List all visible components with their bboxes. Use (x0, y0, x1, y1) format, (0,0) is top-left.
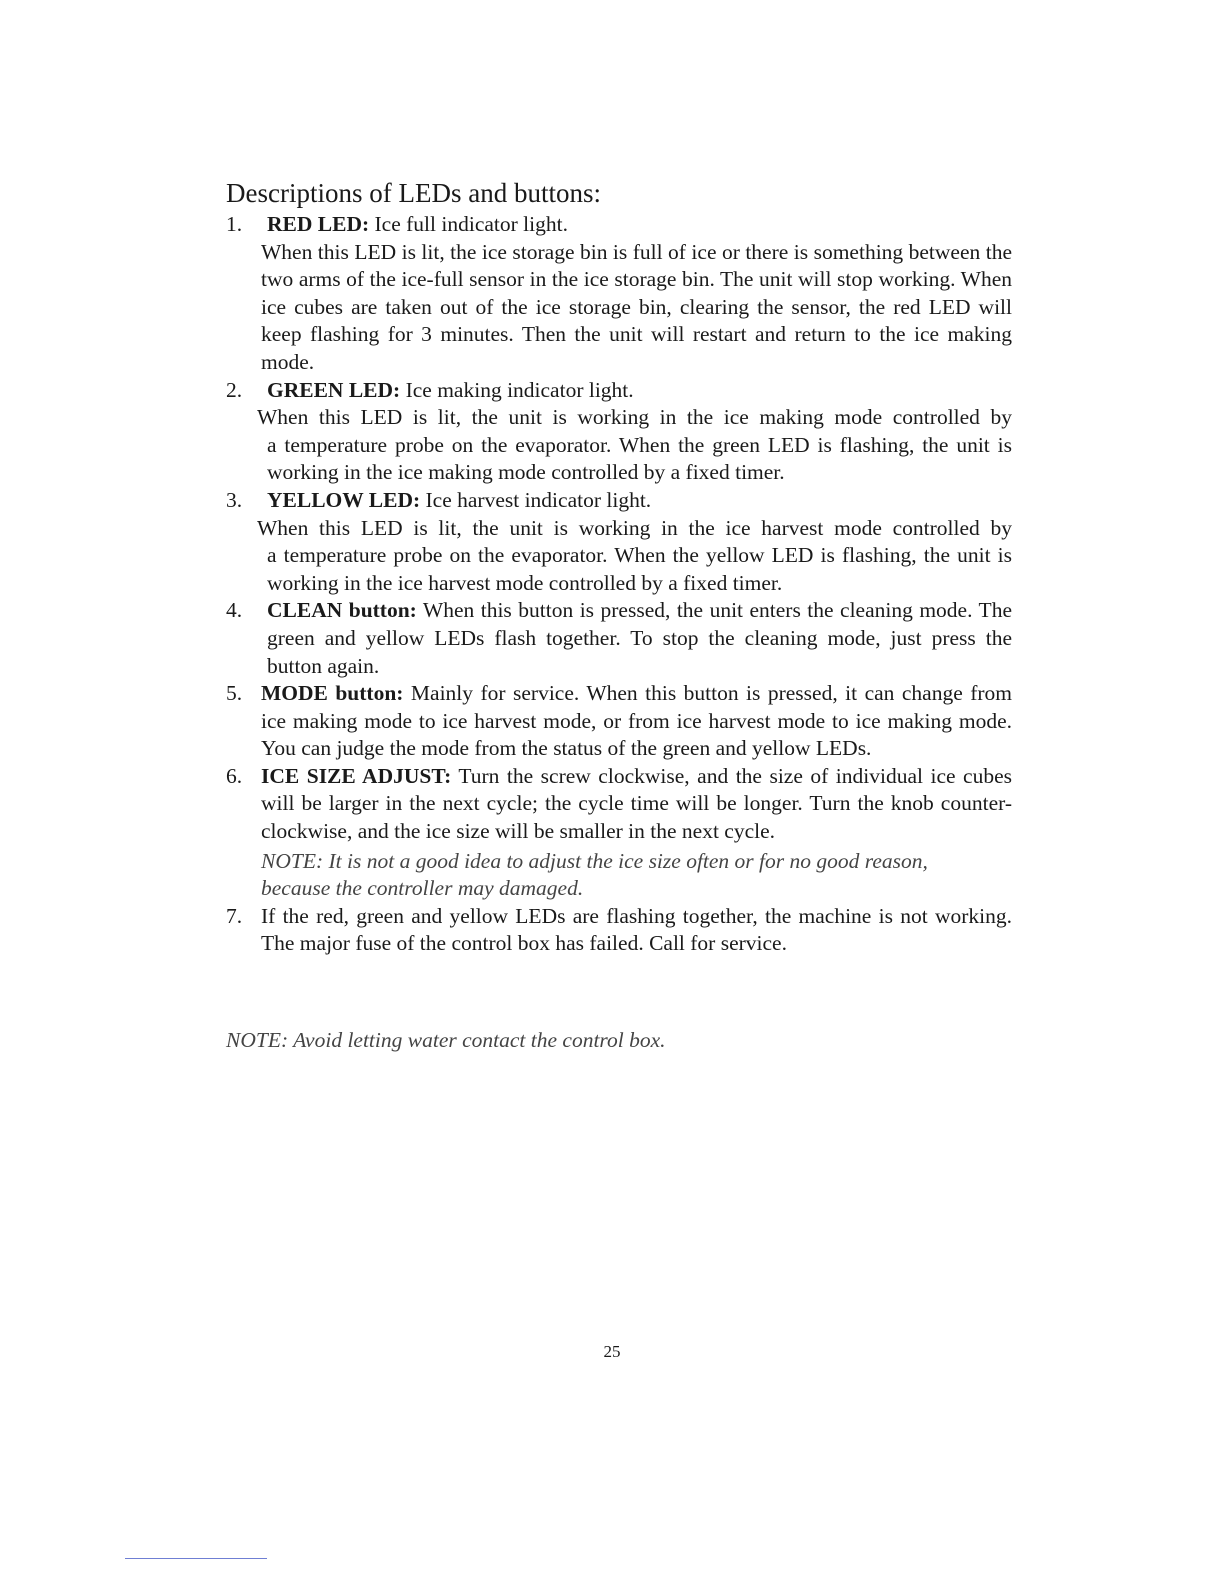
list-item-ice-size-adjust (226, 763, 1012, 903)
item-label: MODE button: (261, 681, 404, 706)
list-item-fuse-failure (226, 903, 1012, 958)
water-warning-note: NOTE: Avoid letting water contact the control box. (226, 1028, 666, 1052)
list-item-yellow-led (226, 487, 1012, 597)
footer-rule (125, 1558, 267, 1559)
item-summary: Ice harvest indicator light. (420, 487, 652, 512)
item-number: 4. (226, 598, 243, 623)
list-item-mode-button (226, 680, 1012, 763)
item-label: RED LED: (267, 212, 370, 236)
item-number: 6. (226, 763, 243, 788)
item-text: Turn the screw clockwise, and the size of individual ice cubes will be larger in the next cycle; the cycle time will be longer. Turn the knob counter-clockwise, and the ice size will be smaller in the next cycle. (261, 763, 1012, 844)
list-item-green-led (226, 377, 1012, 487)
item-label: ICE SIZE ADJUST: (261, 763, 452, 788)
item-label: YELLOW LED: (267, 487, 421, 512)
list-item-clean-button (226, 597, 1012, 680)
item-label: GREEN LED: (267, 377, 401, 402)
note-line: NOTE: It is not a good idea to adjust the ice size often or for no good reason, (261, 848, 928, 873)
item-body-lead: When this LED is lit, the unit is working in the ice harvest mode controlled by (257, 515, 1012, 540)
led-button-list (226, 211, 1012, 958)
item-text: If the red, green and yellow LEDs are flashing together, the machine is not working. The major fuse of the control box has failed. Call for service. (261, 903, 1012, 956)
page-number: 25 (603, 1342, 621, 1361)
ice-size-note (261, 848, 1012, 903)
list-item-red-led (226, 211, 1012, 377)
item-text: When this button is pressed, the unit enters the cleaning mode. The green and yellow LEDs flash together. To stop the cleaning mode, just press the button again. (267, 598, 1012, 678)
item-text: Mainly for service. When this button is pressed, it can change from ice making mode to ice harvest mode, or from ice harvest mode to ice making mode. You can judge the mode from the status of the green and yellow LEDs. (261, 681, 1012, 761)
item-number: 3. (226, 487, 243, 512)
item-label: CLEAN button: (267, 598, 417, 623)
section-heading: Descriptions of LEDs and buttons: (226, 178, 601, 208)
item-number: 2. (226, 377, 243, 402)
item-summary: Ice full indicator light. (369, 212, 568, 236)
item-body: a temperature probe on the evaporator. When the yellow LED is flashing, the unit is working in the ice harvest mode controlled by a fixed timer. (267, 543, 1012, 595)
item-number: 5. (226, 681, 243, 706)
item-body: a temperature probe on the evaporator. When the green LED is flashing, the unit is working in the ice making mode controlled by a fixed timer. (267, 432, 1012, 485)
item-body: When this LED is lit, the ice storage bin is full of ice or there is something between the two arms of the ice-full sensor in the ice storage bin. The unit will stop working. When ice cubes are taken out of the ice storage bin, clearing the sensor, the red LED will keep flashing for 3 minutes. Then the unit will restart and return to the ice making mode. (261, 239, 1012, 374)
item-summary: Ice making indicator light. (400, 377, 634, 402)
item-body-lead: When this LED is lit, the unit is working in the ice making mode controlled by (257, 405, 1012, 430)
item-number: 7. (226, 903, 243, 928)
item-number: 1. (226, 212, 243, 236)
note-line: because the controller may damaged. (261, 876, 584, 901)
